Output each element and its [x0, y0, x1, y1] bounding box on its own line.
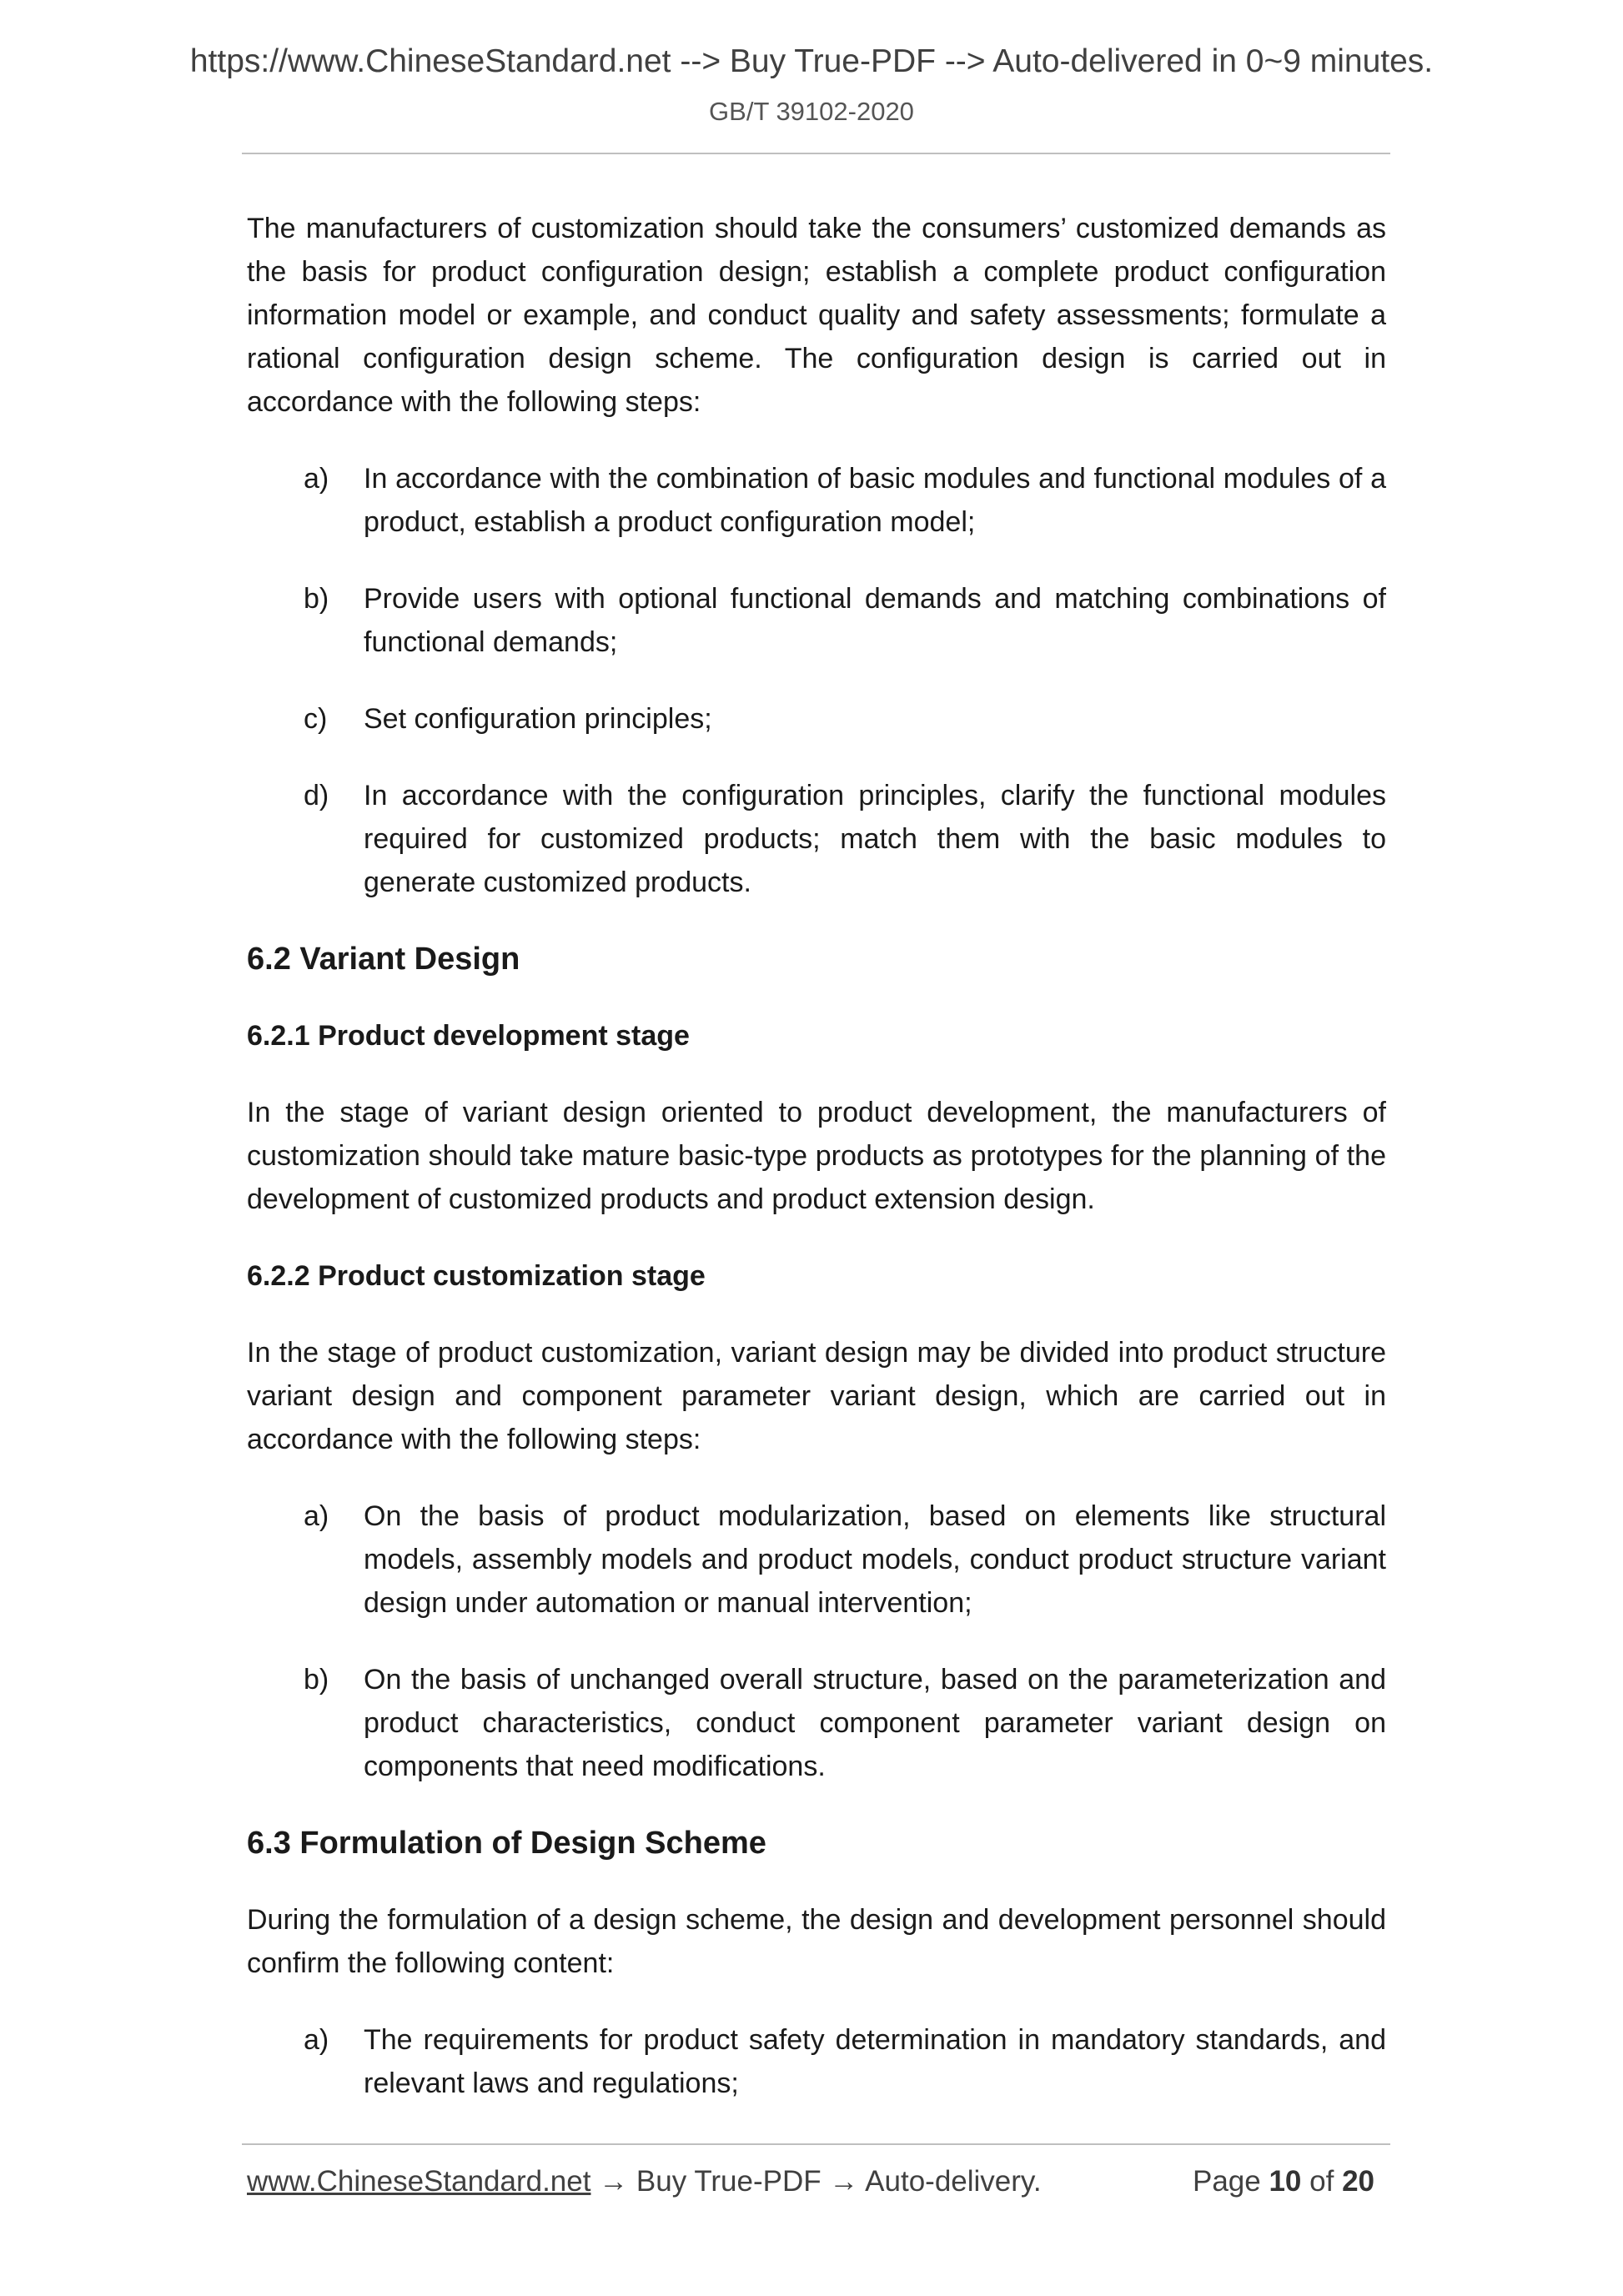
list-marker: a) — [304, 2024, 329, 2056]
list-item-text: Provide users with optional functional demands and matching combinations of functional demands; — [364, 583, 1386, 658]
list-marker: c) — [304, 703, 328, 735]
page-word: Page — [1192, 2165, 1261, 2198]
list-item — [247, 577, 1386, 664]
list-marker: a) — [304, 1500, 329, 1532]
scheme-items-list — [247, 2018, 1386, 2105]
list-item — [247, 774, 1386, 904]
list-item-text: Set configuration principles; — [364, 703, 712, 735]
list-marker: b) — [304, 583, 329, 615]
page-footer — [247, 2162, 1386, 2202]
list-item — [247, 1495, 1386, 1625]
list-item-text: In accordance with the configuration principles, clarify the functional modules required for customized products; match them with the basic modules to generate customized products. — [364, 780, 1386, 898]
section-heading-6-3: 6.3 Formulation of Design Scheme — [247, 1826, 766, 1861]
list-marker: b) — [304, 1664, 329, 1696]
page-total: 20 — [1342, 2165, 1374, 2198]
list-item-text: On the basis of unchanged overall structure, based on the parameterization and product characteristics, conduct component parameter variant design on components that need modifications. — [364, 1664, 1386, 1782]
page-indicator — [1193, 2162, 1374, 2202]
list-item-text: On the basis of product modularization, based on elements like structural models, assembly models and product models, conduct product structure variant design under automation or manual intervention; — [364, 1500, 1386, 1619]
footer-divider — [242, 2143, 1390, 2145]
list-item — [247, 2018, 1386, 2105]
standard-code: GB/T 39102-2020 — [709, 97, 914, 126]
list-marker: d) — [304, 780, 329, 811]
section-heading-6-2: 6.2 Variant Design — [247, 942, 520, 977]
page-number: 10 — [1269, 2165, 1302, 2198]
variant-steps-list — [247, 1495, 1386, 1788]
config-steps-list — [247, 457, 1386, 904]
subsection-heading-6-2-2: 6.2.2 Product customization stage — [247, 1260, 706, 1292]
paragraph-6-2-2: In the stage of product customization, variant design may be divided into product structure variant design and component parameter variant design, which are carried out in accordance with the following steps: — [247, 1337, 1386, 1455]
footer-site-link[interactable]: www.ChineseStandard.net — [247, 2165, 591, 2198]
paragraph-6-3: During the formulation of a design scheme, the design and development personnel should confirm the following content: — [247, 1904, 1386, 1979]
list-marker: a) — [304, 463, 329, 495]
footer-tagline: → Buy True-PDF → Auto-delivery. — [590, 2165, 1042, 2198]
list-item — [247, 457, 1386, 544]
intro-paragraph: The manufacturers of customization should take the consumers’ customized demands as the basis for product configuration design; establish a complete product configuration information model or example, and conduct quality and safety assessments; formulate a rational configuration design scheme. The configuration design is carried out in accordance with the following steps: — [247, 213, 1386, 418]
list-item — [247, 697, 1386, 741]
list-item-text: The requirements for product safety determination in mandatory standards, and relevant laws and regulations; — [364, 2024, 1386, 2099]
document-body — [247, 207, 1386, 2138]
list-item — [247, 1658, 1386, 1788]
header-url-line: https://www.ChineseStandard.net --> Buy True-PDF --> Auto-delivered in 0~9 minutes. — [189, 43, 1434, 79]
of-word: of — [1309, 2165, 1334, 2198]
subsection-heading-6-2-1: 6.2.1 Product development stage — [247, 1020, 690, 1052]
footer-promo — [247, 2165, 1042, 2198]
header-divider — [242, 153, 1390, 154]
list-item-text: In accordance with the combination of basic modules and functional modules of a product, establish a product configuration model; — [364, 463, 1386, 538]
paragraph-6-2-1: In the stage of variant design oriented to product development, the manufacturers of customization should take mature basic-type products as prototypes for the planning of the development of customized products and product extension design. — [247, 1097, 1386, 1215]
